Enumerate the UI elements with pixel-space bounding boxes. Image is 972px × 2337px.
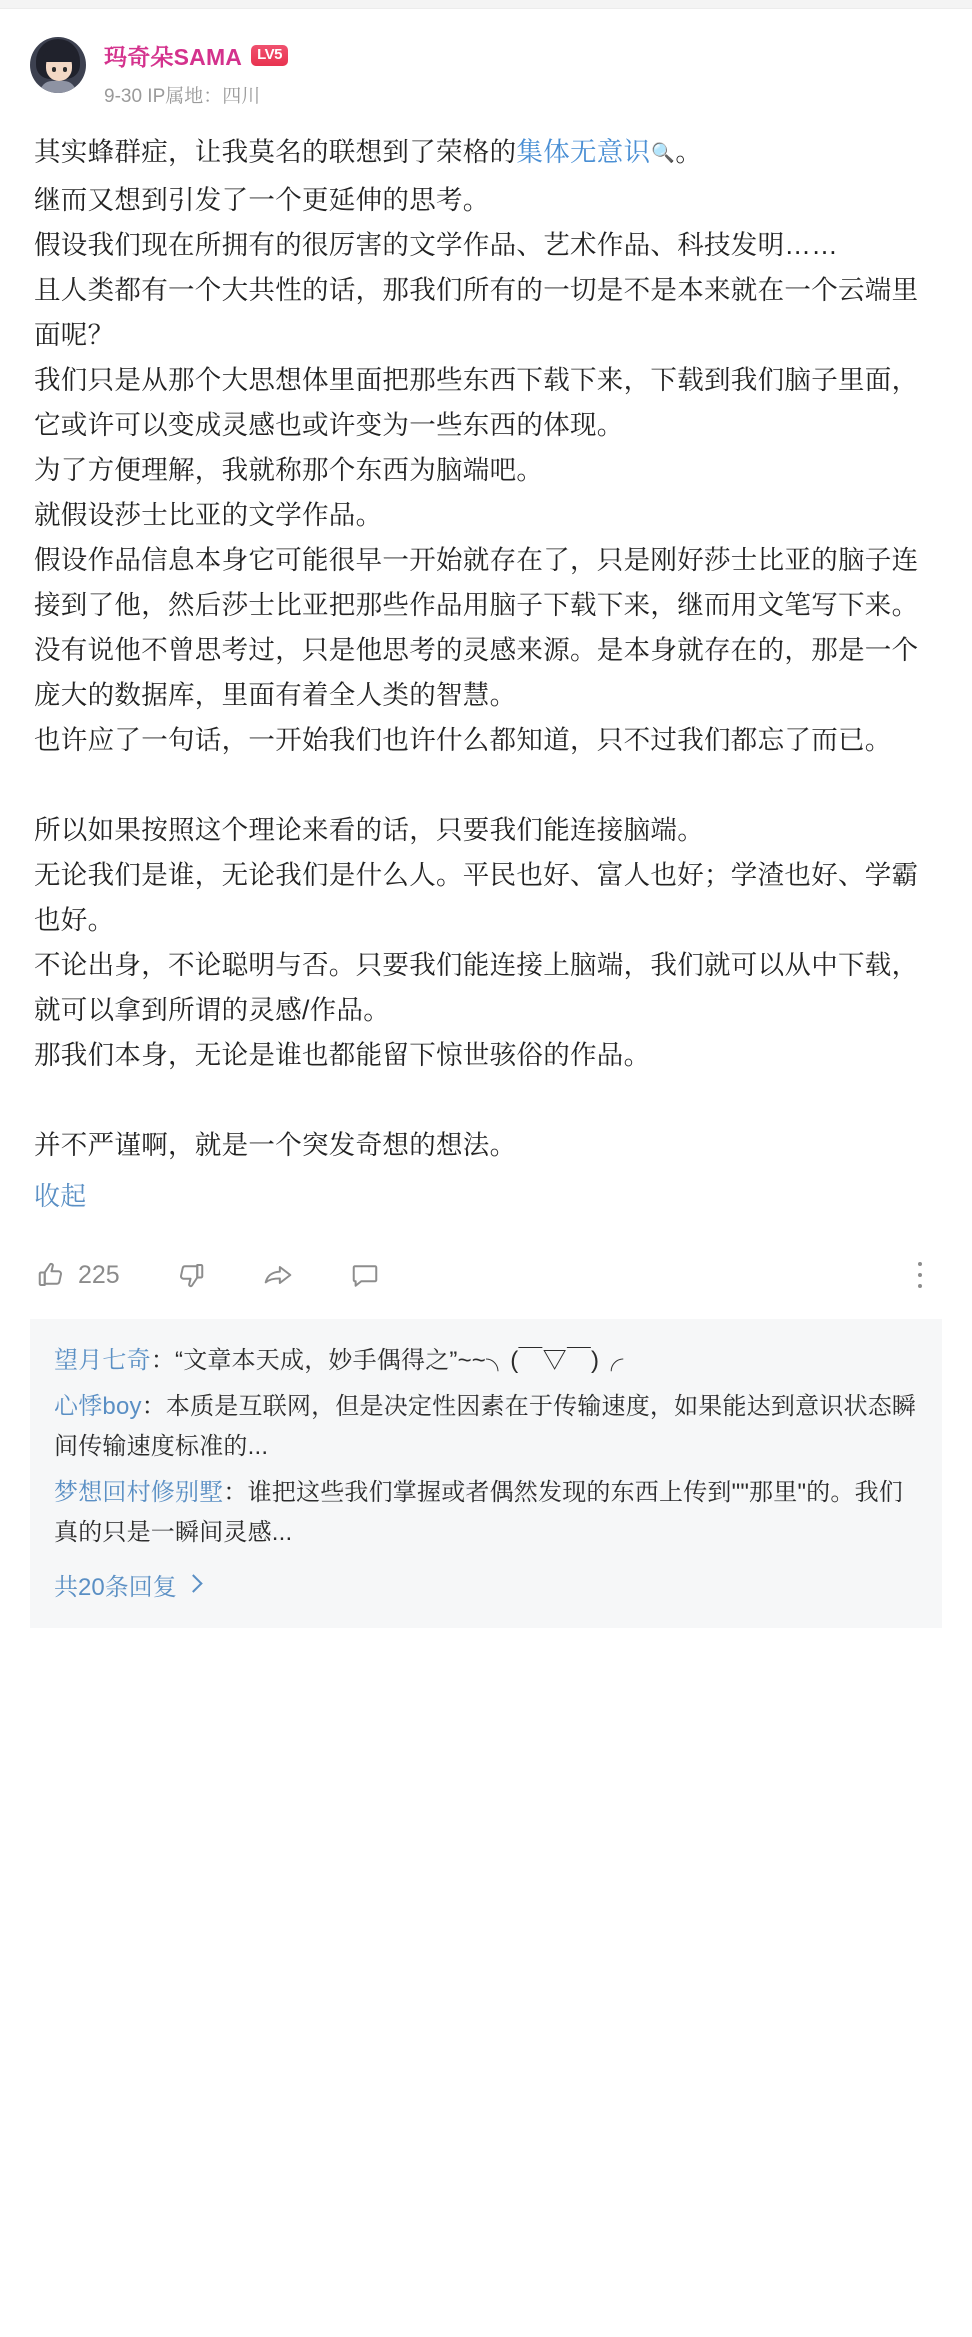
avatar-fringe: [43, 49, 75, 62]
post-paragraph: 那我们本身，无论是谁也都能留下惊世骇俗的作品。: [34, 1040, 651, 1070]
post-paragraph: 也许应了一句话，一开始我们也许什么都知道，只不过我们都忘了而已。: [34, 725, 892, 755]
comment-text: ：本质是互联网，但是决定性因素在于传输速度，如果能达到意识状态瞬间传输速度标准的...: [54, 1393, 917, 1460]
post-paragraph: 没有说他不曾思考过，只是他思考的灵感来源。是本身就存在的，那是一个庞大的数据库，里面有着全人类的智慧。: [34, 635, 919, 710]
comment-icon: [350, 1260, 380, 1290]
post-paragraph: 并不严谨啊，就是一个突发奇想的想法。: [34, 1130, 517, 1160]
more-options-icon[interactable]: [918, 1262, 930, 1288]
list-item[interactable]: [54, 1387, 918, 1467]
dot: [918, 1273, 922, 1277]
post-paragraph: 所以如果按照这个理论来看的话，只要我们能连接脑端。: [34, 815, 704, 845]
post-paragraph: 继而又想到引发了一个更延伸的思考。: [34, 185, 490, 215]
thumb-up-icon: [36, 1260, 66, 1290]
post-author-meta: [104, 35, 288, 108]
thumb-down-icon: [176, 1260, 206, 1290]
post-paragraph: 为了方便理解，我就称那个东西为脑端吧。: [34, 455, 544, 485]
author-line: [104, 39, 288, 72]
post-body: [30, 130, 942, 1219]
comment-text: ：谁把这些我们掌握或者偶然发现的东西上传到""那里"的。我们真的只是一瞬间灵感...: [54, 1479, 903, 1546]
avatar-body: [40, 81, 76, 93]
dot: [918, 1284, 922, 1288]
post-meta: 9-30 IP属地：四川: [104, 86, 261, 107]
post-paragraph: 我们只是从那个大思想体里面把那些东西下载下来，下载到我们脑子里面，它或许可以变成灵感也或许变为一些东西的体现。: [34, 365, 919, 440]
post-paragraph: 假设作品信息本身它可能很早一开始就存在了，只是刚好莎士比亚的脑子连接到了他，然后莎士比亚把那些作品用脑子下载下来，继而用文笔写下来。: [34, 545, 919, 620]
comment-author[interactable]: 心悸boy: [54, 1393, 142, 1420]
like-button[interactable]: [36, 1260, 120, 1290]
comment-author[interactable]: 梦想回村修别墅: [54, 1479, 224, 1506]
avatar[interactable]: [30, 37, 86, 93]
dislike-button[interactable]: [176, 1260, 206, 1290]
more-replies-link[interactable]: [54, 1567, 918, 1602]
paragraph-text-post: 。: [675, 137, 703, 167]
share-button[interactable]: [262, 1260, 294, 1290]
post-actions: [30, 1245, 942, 1305]
post-header: [30, 35, 942, 108]
post-paragraph: 无论我们是谁，无论我们是什么人。平民也好、富人也好；学渣也好、学霸也好。: [34, 860, 919, 935]
search-icon: 🔍: [651, 143, 676, 164]
post-paragraph: [34, 130, 938, 178]
author-name[interactable]: 玛奇朵SAMA: [104, 44, 243, 70]
comment-button[interactable]: [350, 1260, 380, 1290]
top-divider: [0, 0, 972, 9]
keyword-label: 集体无意识: [516, 137, 651, 167]
level-badge: LV5: [251, 45, 288, 66]
bottom-spacer: [0, 1628, 972, 1658]
paragraph-text-pre: 其实蜂群症，让我莫名的联想到了荣格的: [34, 137, 517, 167]
share-icon: [262, 1260, 294, 1290]
dot: [918, 1262, 922, 1266]
post-paragraph: 且人类都有一个大共性的话，那我们所有的一切是不是本来就在一个云端里面呢？: [34, 275, 919, 350]
avatar-eye-right: [63, 67, 67, 72]
comments-section: [30, 1319, 942, 1628]
comment-author[interactable]: 望月七奇: [54, 1347, 151, 1374]
comment-text: ：“文章本天成，妙手偶得之”~~╮(￣▽￣)╭: [150, 1347, 624, 1374]
post-container: [0, 9, 972, 1305]
collapse-button[interactable]: 收起: [34, 1181, 87, 1211]
chevron-right-icon: [184, 1574, 202, 1592]
post-paragraph: 假设我们现在所拥有的很厉害的文学作品、艺术作品、科技发明……: [34, 230, 838, 260]
more-replies-label: 共20条回复: [54, 1574, 177, 1601]
post-paragraph: 不论出身，不论聪明与否。只要我们能连接上脑端，我们就可以从中下载，就可以拿到所谓的灵感/作品。: [34, 950, 919, 1025]
list-item[interactable]: [54, 1473, 918, 1553]
keyword-link[interactable]: [516, 137, 675, 167]
post-paragraph: 就假设莎士比亚的文学作品。: [34, 500, 383, 530]
like-count: 225: [78, 1260, 120, 1289]
avatar-eye-left: [52, 67, 56, 72]
list-item[interactable]: [54, 1341, 918, 1381]
